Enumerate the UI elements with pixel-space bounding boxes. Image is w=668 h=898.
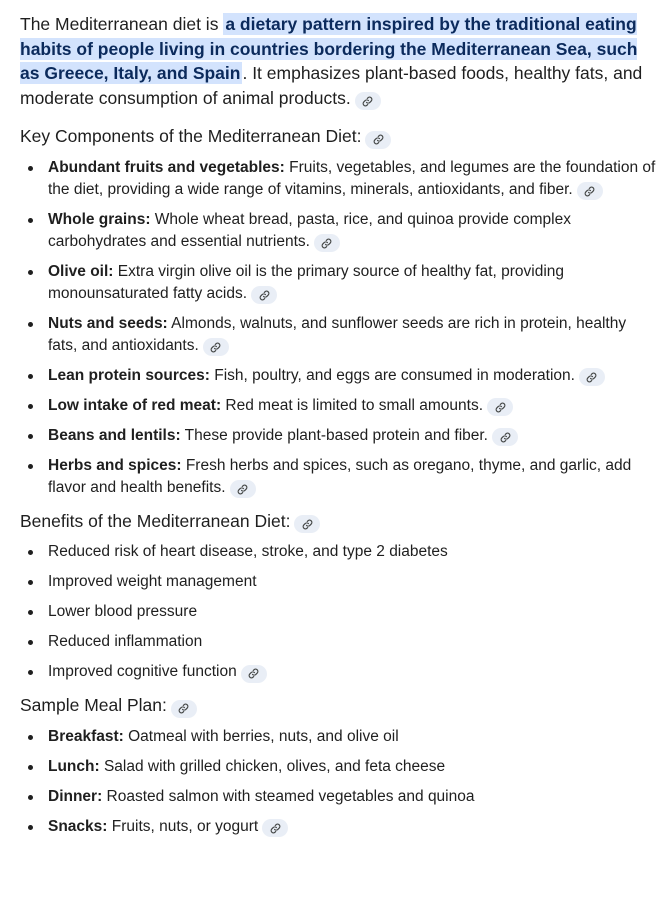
list-item bbox=[20, 756, 658, 778]
item-term: Beans and lentils: bbox=[48, 426, 181, 444]
list-item bbox=[20, 571, 658, 593]
item-text: Roasted salmon with steamed vegetables and quinoa bbox=[102, 787, 475, 805]
intro-text-after: . It emphasizes plant-based foods, healthy fats, and moderate consumption of animal products. bbox=[20, 63, 643, 108]
list-item bbox=[20, 157, 658, 201]
list-item bbox=[20, 313, 658, 357]
components-title bbox=[20, 124, 658, 149]
item-text: Oatmeal with berries, nuts, and olive oil bbox=[123, 727, 399, 745]
intro-paragraph bbox=[20, 12, 658, 110]
list-item bbox=[20, 455, 658, 499]
item-text: Reduced risk of heart disease, stroke, and type 2 diabetes bbox=[48, 543, 448, 560]
link-icon bbox=[584, 186, 595, 197]
source-link-chip[interactable] bbox=[355, 92, 381, 110]
item-text: Extra virgin olive oil is the primary source of healthy fat, providing monounsaturated fatty acids. bbox=[48, 262, 565, 302]
item-term: Olive oil: bbox=[48, 262, 114, 280]
list-item bbox=[20, 425, 658, 447]
source-link-chip[interactable] bbox=[314, 234, 340, 252]
item-text: Improved cognitive function bbox=[48, 663, 237, 680]
list-item bbox=[20, 601, 658, 623]
item-term: Nuts and seeds: bbox=[48, 314, 168, 332]
source-link-chip[interactable] bbox=[365, 131, 391, 149]
source-link-chip[interactable] bbox=[262, 819, 288, 837]
source-link-chip[interactable] bbox=[230, 480, 256, 498]
item-term: Whole grains: bbox=[48, 210, 151, 228]
item-term: Snacks: bbox=[48, 817, 108, 835]
components-list bbox=[20, 157, 658, 499]
item-text: These provide plant-based protein and fiber. bbox=[180, 426, 488, 444]
list-item bbox=[20, 661, 658, 683]
item-text: Fish, poultry, and eggs are consumed in moderation. bbox=[209, 366, 575, 384]
meal-plan-title bbox=[20, 693, 658, 718]
link-icon bbox=[302, 519, 313, 530]
link-icon bbox=[259, 290, 270, 301]
components-section bbox=[20, 124, 658, 499]
meal-plan-section bbox=[20, 693, 658, 838]
item-term: Low intake of red meat: bbox=[48, 396, 222, 414]
item-text: Fruits, nuts, or yogurt bbox=[107, 817, 259, 835]
source-link-chip[interactable] bbox=[577, 182, 603, 200]
benefits-title-text: Benefits of the Mediterranean Diet: bbox=[20, 510, 291, 531]
item-term: Breakfast: bbox=[48, 727, 124, 745]
list-item bbox=[20, 631, 658, 653]
components-title-text: Key Components of the Mediterranean Diet: bbox=[20, 126, 362, 146]
item-term: Lean protein sources: bbox=[48, 366, 210, 384]
source-link-chip[interactable] bbox=[241, 665, 267, 683]
meal-plan-title-text: Sample Meal Plan: bbox=[20, 695, 167, 715]
item-text: Salad with grilled chicken, olives, and feta cheese bbox=[99, 757, 446, 775]
link-icon bbox=[270, 823, 281, 834]
benefits-title bbox=[20, 509, 658, 534]
list-item bbox=[20, 365, 658, 387]
benefits-section bbox=[20, 509, 658, 684]
item-text: Fresh herbs and spices, such as oregano, thyme, and garlic, add flavor and health benefits. bbox=[48, 456, 632, 496]
link-icon bbox=[248, 668, 259, 679]
link-icon bbox=[586, 372, 597, 383]
list-item bbox=[20, 726, 658, 748]
list-item bbox=[20, 541, 658, 563]
link-icon bbox=[237, 484, 248, 495]
intro-highlight: a dietary pattern inspired by the traditional eating habits of people living in countries bordering the Mediterranean Sea, such as Greece, Italy, and Spain bbox=[20, 14, 638, 83]
list-item bbox=[20, 395, 658, 417]
item-text: Lower blood pressure bbox=[48, 603, 198, 620]
item-text: Whole wheat bread, pasta, rice, and quinoa provide complex carbohydrates and essential nutrients. bbox=[48, 210, 571, 250]
link-icon bbox=[178, 703, 189, 714]
item-term: Dinner: bbox=[48, 787, 103, 805]
source-link-chip[interactable] bbox=[203, 338, 229, 356]
source-link-chip[interactable] bbox=[294, 515, 320, 533]
benefits-list bbox=[20, 541, 658, 683]
item-text: Reduced inflammation bbox=[48, 633, 203, 650]
item-text: Almonds, walnuts, and sunflower seeds are rich in protein, healthy fats, and antioxidants. bbox=[48, 314, 627, 354]
source-link-chip[interactable] bbox=[251, 286, 277, 304]
item-text: Fruits, vegetables, and legumes are the foundation of the diet, providing a wide range of vitamins, minerals, antioxidants, and fiber. bbox=[48, 158, 656, 198]
link-icon bbox=[210, 342, 221, 353]
item-term: Herbs and spices: bbox=[48, 456, 182, 474]
list-item bbox=[20, 261, 658, 305]
intro-text-before: The Mediterranean diet is bbox=[20, 14, 224, 34]
meal-plan-list bbox=[20, 726, 658, 838]
item-text: Improved weight management bbox=[48, 573, 257, 590]
link-icon bbox=[373, 134, 384, 145]
source-link-chip[interactable] bbox=[171, 700, 197, 718]
source-link-chip[interactable] bbox=[492, 428, 518, 446]
source-link-chip[interactable] bbox=[487, 398, 513, 416]
link-icon bbox=[321, 238, 332, 249]
list-item bbox=[20, 209, 658, 253]
item-term: Abundant fruits and vegetables: bbox=[48, 158, 285, 176]
list-item bbox=[20, 786, 658, 808]
item-text: Red meat is limited to small amounts. bbox=[221, 396, 483, 414]
link-icon bbox=[495, 402, 506, 413]
source-link-chip[interactable] bbox=[579, 368, 605, 386]
item-term: Lunch: bbox=[48, 757, 100, 775]
link-icon bbox=[362, 96, 373, 107]
link-icon bbox=[500, 432, 511, 443]
list-item bbox=[20, 816, 658, 838]
